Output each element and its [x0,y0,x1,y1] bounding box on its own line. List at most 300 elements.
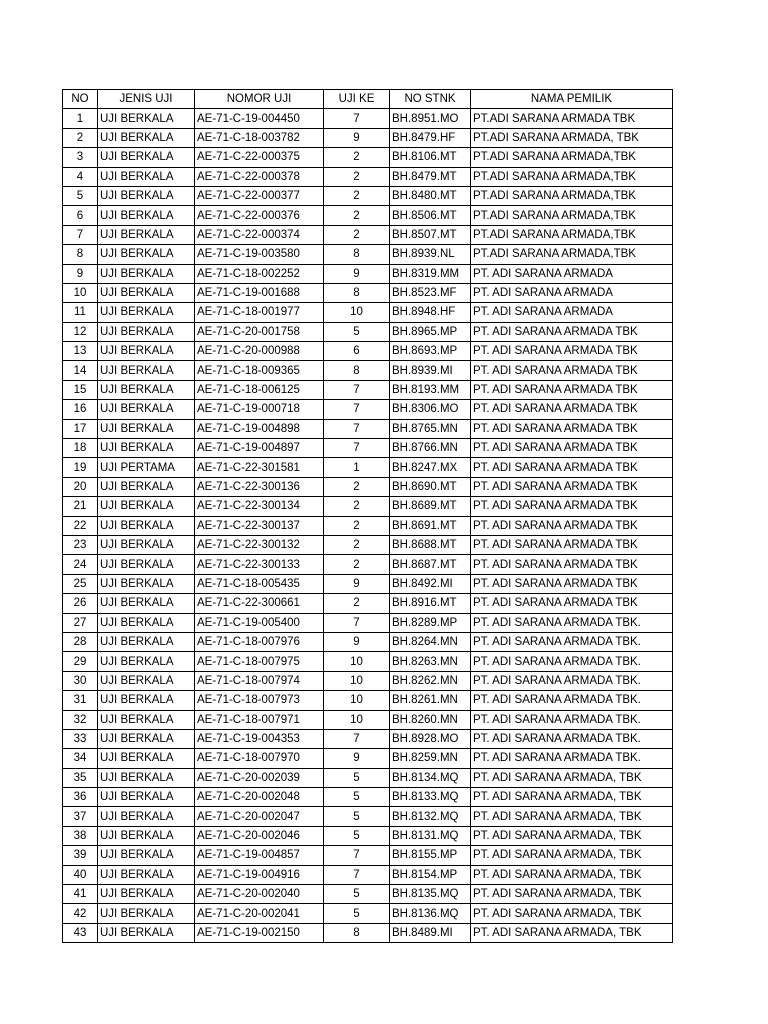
cell-no-stnk: BH.8262.MN [390,671,471,690]
cell-no-stnk: BH.8965.MP [390,322,471,341]
cell-nama-pemilik: PT. ADI SARANA ARMADA TBK [471,380,673,399]
table-row [63,807,673,826]
cell-jenis-uji: UJI BERKALA [98,652,195,671]
cell-no-stnk: BH.8765.MN [390,419,471,438]
cell-nomor-uji: AE-71-C-22-000377 [195,186,324,205]
cell-nama-pemilik: PT. ADI SARANA ARMADA TBK [471,477,673,496]
cell-no: 42 [63,904,98,923]
cell-no: 22 [63,516,98,535]
cell-no: 30 [63,671,98,690]
cell-nomor-uji: AE-71-C-18-009365 [195,361,324,380]
cell-uji-ke: 7 [324,439,390,458]
cell-jenis-uji: UJI BERKALA [98,477,195,496]
table-row [63,885,673,904]
cell-no: 19 [63,458,98,477]
table-row [63,109,673,128]
cell-jenis-uji: UJI BERKALA [98,729,195,748]
cell-nomor-uji: AE-71-C-20-002047 [195,807,324,826]
cell-jenis-uji: UJI BERKALA [98,109,195,128]
cell-nama-pemilik: PT.ADI SARANA ARMADA TBK [471,109,673,128]
cell-no-stnk: BH.8263.MN [390,652,471,671]
cell-no: 21 [63,497,98,516]
table-row [63,671,673,690]
cell-uji-ke: 7 [324,846,390,865]
cell-no: 14 [63,361,98,380]
cell-no-stnk: BH.8939.MI [390,361,471,380]
cell-no: 24 [63,555,98,574]
cell-nomor-uji: AE-71-C-20-002039 [195,768,324,787]
cell-no: 9 [63,264,98,283]
cell-no: 13 [63,342,98,361]
header-no: NO [63,90,98,109]
cell-nama-pemilik: PT. ADI SARANA ARMADA, TBK [471,807,673,826]
table-row [63,167,673,186]
cell-no: 29 [63,652,98,671]
cell-nama-pemilik: PT.ADI SARANA ARMADA, TBK [471,128,673,147]
cell-no-stnk: BH.8247.MX [390,458,471,477]
cell-nomor-uji: AE-71-C-19-004898 [195,419,324,438]
table-row [63,749,673,768]
cell-nomor-uji: AE-71-C-19-004897 [195,439,324,458]
cell-uji-ke: 10 [324,691,390,710]
cell-no-stnk: BH.8689.MT [390,497,471,516]
cell-no-stnk: BH.8261.MN [390,691,471,710]
cell-uji-ke: 2 [324,477,390,496]
cell-jenis-uji: UJI BERKALA [98,865,195,884]
cell-no-stnk: BH.8928.MO [390,729,471,748]
cell-nomor-uji: AE-71-C-20-002046 [195,826,324,845]
cell-no: 10 [63,283,98,302]
cell-uji-ke: 2 [324,555,390,574]
header-row [63,90,673,109]
cell-nomor-uji: AE-71-C-22-000376 [195,206,324,225]
cell-nomor-uji: AE-71-C-19-004450 [195,109,324,128]
cell-jenis-uji: UJI BERKALA [98,749,195,768]
cell-no-stnk: BH.8134.MQ [390,768,471,787]
cell-nama-pemilik: PT. ADI SARANA ARMADA TBK. [471,710,673,729]
cell-uji-ke: 5 [324,788,390,807]
cell-no-stnk: BH.8133.MQ [390,788,471,807]
cell-nomor-uji: AE-71-C-18-002252 [195,264,324,283]
vehicle-test-table [62,89,673,943]
cell-nama-pemilik: PT. ADI SARANA ARMADA, TBK [471,865,673,884]
cell-nama-pemilik: PT. ADI SARANA ARMADA [471,264,673,283]
cell-no-stnk: BH.8479.HF [390,128,471,147]
table-body [63,109,673,943]
cell-nomor-uji: AE-71-C-18-001977 [195,303,324,322]
cell-jenis-uji: UJI BERKALA [98,904,195,923]
table-row [63,632,673,651]
table-row [63,865,673,884]
cell-uji-ke: 10 [324,671,390,690]
cell-no: 25 [63,574,98,593]
cell-nomor-uji: AE-71-C-18-005435 [195,574,324,593]
cell-no: 12 [63,322,98,341]
cell-uji-ke: 8 [324,245,390,264]
cell-uji-ke: 9 [324,574,390,593]
cell-nama-pemilik: PT. ADI SARANA ARMADA TBK. [471,749,673,768]
cell-nama-pemilik: PT. ADI SARANA ARMADA, TBK [471,885,673,904]
table-row [63,710,673,729]
cell-jenis-uji: UJI BERKALA [98,923,195,942]
cell-uji-ke: 8 [324,361,390,380]
table-row [63,361,673,380]
cell-uji-ke: 2 [324,535,390,554]
cell-jenis-uji: UJI BERKALA [98,264,195,283]
cell-no: 38 [63,826,98,845]
cell-nomor-uji: AE-71-C-19-004353 [195,729,324,748]
cell-uji-ke: 7 [324,380,390,399]
cell-uji-ke: 5 [324,322,390,341]
cell-jenis-uji: UJI BERKALA [98,768,195,787]
cell-nomor-uji: AE-71-C-22-300133 [195,555,324,574]
table-row [63,555,673,574]
cell-jenis-uji: UJI BERKALA [98,807,195,826]
cell-no: 26 [63,594,98,613]
cell-nama-pemilik: PT. ADI SARANA ARMADA TBK [471,361,673,380]
cell-nomor-uji: AE-71-C-22-000375 [195,148,324,167]
header-uji-ke: UJI KE [324,90,390,109]
cell-uji-ke: 2 [324,225,390,244]
cell-nomor-uji: AE-71-C-19-000718 [195,400,324,419]
cell-jenis-uji: UJI BERKALA [98,497,195,516]
table-row [63,148,673,167]
table-row [63,400,673,419]
cell-no: 32 [63,710,98,729]
table-row [63,419,673,438]
cell-uji-ke: 10 [324,303,390,322]
cell-nama-pemilik: PT. ADI SARANA ARMADA, TBK [471,923,673,942]
cell-nomor-uji: AE-71-C-18-007976 [195,632,324,651]
cell-nama-pemilik: PT.ADI SARANA ARMADA,TBK [471,206,673,225]
cell-no-stnk: BH.8939.NL [390,245,471,264]
cell-uji-ke: 5 [324,768,390,787]
cell-nomor-uji: AE-71-C-20-002048 [195,788,324,807]
cell-nomor-uji: AE-71-C-19-001688 [195,283,324,302]
table-row [63,729,673,748]
cell-nomor-uji: AE-71-C-22-300661 [195,594,324,613]
table-row [63,380,673,399]
cell-uji-ke: 7 [324,400,390,419]
cell-no-stnk: BH.8260.MN [390,710,471,729]
cell-nama-pemilik: PT. ADI SARANA ARMADA [471,283,673,302]
table-row [63,225,673,244]
table-row [63,342,673,361]
cell-jenis-uji: UJI BERKALA [98,885,195,904]
cell-nomor-uji: AE-71-C-19-004916 [195,865,324,884]
cell-no: 8 [63,245,98,264]
cell-nomor-uji: AE-71-C-18-006125 [195,380,324,399]
cell-nama-pemilik: PT. ADI SARANA ARMADA [471,303,673,322]
cell-no-stnk: BH.8264.MN [390,632,471,651]
cell-no-stnk: BH.8523.MF [390,283,471,302]
cell-nama-pemilik: PT.ADI SARANA ARMADA,TBK [471,186,673,205]
table-row [63,516,673,535]
cell-nomor-uji: AE-71-C-22-000378 [195,167,324,186]
cell-jenis-uji: UJI BERKALA [98,400,195,419]
cell-nama-pemilik: PT. ADI SARANA ARMADA TBK [471,574,673,593]
cell-jenis-uji: UJI BERKALA [98,555,195,574]
cell-nomor-uji: AE-71-C-20-000988 [195,342,324,361]
cell-no: 6 [63,206,98,225]
cell-jenis-uji: UJI BERKALA [98,846,195,865]
cell-nomor-uji: AE-71-C-19-005400 [195,613,324,632]
cell-nomor-uji: AE-71-C-22-000374 [195,225,324,244]
cell-nama-pemilik: PT. ADI SARANA ARMADA TBK [471,555,673,574]
cell-no-stnk: BH.8691.MT [390,516,471,535]
cell-uji-ke: 2 [324,206,390,225]
cell-nama-pemilik: PT. ADI SARANA ARMADA TBK [471,342,673,361]
cell-nama-pemilik: PT.ADI SARANA ARMADA,TBK [471,225,673,244]
cell-uji-ke: 6 [324,342,390,361]
cell-nomor-uji: AE-71-C-20-001758 [195,322,324,341]
cell-no-stnk: BH.8479.MT [390,167,471,186]
cell-nama-pemilik: PT. ADI SARANA ARMADA TBK. [471,652,673,671]
cell-no-stnk: BH.8289.MP [390,613,471,632]
table-row [63,613,673,632]
cell-no: 20 [63,477,98,496]
table-row [63,245,673,264]
cell-nama-pemilik: PT. ADI SARANA ARMADA, TBK [471,788,673,807]
cell-no-stnk: BH.8688.MT [390,535,471,554]
cell-no: 4 [63,167,98,186]
table-row [63,904,673,923]
cell-no: 41 [63,885,98,904]
cell-jenis-uji: UJI BERKALA [98,225,195,244]
cell-no-stnk: BH.8693.MP [390,342,471,361]
cell-uji-ke: 9 [324,264,390,283]
table-row [63,594,673,613]
cell-nomor-uji: AE-71-C-22-300137 [195,516,324,535]
cell-jenis-uji: UJI BERKALA [98,535,195,554]
table-row [63,477,673,496]
cell-uji-ke: 9 [324,749,390,768]
cell-uji-ke: 2 [324,516,390,535]
cell-jenis-uji: UJI BERKALA [98,671,195,690]
table-row [63,691,673,710]
cell-jenis-uji: UJI BERKALA [98,826,195,845]
cell-uji-ke: 7 [324,109,390,128]
cell-uji-ke: 1 [324,458,390,477]
cell-nama-pemilik: PT. ADI SARANA ARMADA TBK. [471,671,673,690]
cell-nomor-uji: AE-71-C-19-004857 [195,846,324,865]
cell-nomor-uji: AE-71-C-22-300132 [195,535,324,554]
cell-no-stnk: BH.8489.MI [390,923,471,942]
cell-uji-ke: 10 [324,710,390,729]
cell-nama-pemilik: PT. ADI SARANA ARMADA TBK [471,594,673,613]
cell-nama-pemilik: PT. ADI SARANA ARMADA TBK [471,497,673,516]
cell-no-stnk: BH.8136.MQ [390,904,471,923]
table-row [63,788,673,807]
cell-no: 11 [63,303,98,322]
table-row [63,186,673,205]
cell-nomor-uji: AE-71-C-20-002041 [195,904,324,923]
cell-no-stnk: BH.8106.MT [390,148,471,167]
cell-no: 28 [63,632,98,651]
cell-no: 37 [63,807,98,826]
cell-no-stnk: BH.8687.MT [390,555,471,574]
cell-jenis-uji: UJI BERKALA [98,128,195,147]
header-jenis-uji: JENIS UJI [98,90,195,109]
cell-jenis-uji: UJI BERKALA [98,342,195,361]
cell-uji-ke: 10 [324,652,390,671]
cell-nomor-uji: AE-71-C-18-003782 [195,128,324,147]
cell-nama-pemilik: PT. ADI SARANA ARMADA TBK [471,322,673,341]
cell-nama-pemilik: PT. ADI SARANA ARMADA, TBK [471,826,673,845]
table-row [63,322,673,341]
cell-uji-ke: 5 [324,904,390,923]
table-row [63,846,673,865]
cell-no: 34 [63,749,98,768]
table-row [63,264,673,283]
table-row [63,826,673,845]
cell-uji-ke: 7 [324,419,390,438]
cell-no-stnk: BH.8951.MO [390,109,471,128]
table-row [63,206,673,225]
cell-no-stnk: BH.8480.MT [390,186,471,205]
cell-jenis-uji: UJI BERKALA [98,322,195,341]
cell-nomor-uji: AE-71-C-22-300134 [195,497,324,516]
cell-jenis-uji: UJI BERKALA [98,710,195,729]
cell-nama-pemilik: PT. ADI SARANA ARMADA TBK. [471,613,673,632]
cell-no: 40 [63,865,98,884]
cell-no-stnk: BH.8506.MT [390,206,471,225]
cell-jenis-uji: UJI BERKALA [98,613,195,632]
cell-nama-pemilik: PT.ADI SARANA ARMADA,TBK [471,167,673,186]
cell-no-stnk: BH.8916.MT [390,594,471,613]
cell-nama-pemilik: PT. ADI SARANA ARMADA TBK [471,516,673,535]
cell-no: 35 [63,768,98,787]
header-no-stnk: NO STNK [390,90,471,109]
cell-uji-ke: 2 [324,497,390,516]
cell-no-stnk: BH.8131.MQ [390,826,471,845]
cell-nama-pemilik: PT. ADI SARANA ARMADA TBK [471,400,673,419]
cell-no-stnk: BH.8507.MT [390,225,471,244]
cell-no: 43 [63,923,98,942]
cell-no: 39 [63,846,98,865]
cell-no: 23 [63,535,98,554]
cell-jenis-uji: UJI BERKALA [98,574,195,593]
cell-nama-pemilik: PT. ADI SARANA ARMADA TBK. [471,691,673,710]
cell-nomor-uji: AE-71-C-18-007975 [195,652,324,671]
cell-jenis-uji: UJI BERKALA [98,632,195,651]
cell-jenis-uji: UJI PERTAMA [98,458,195,477]
cell-no-stnk: BH.8132.MQ [390,807,471,826]
cell-jenis-uji: UJI BERKALA [98,303,195,322]
cell-jenis-uji: UJI BERKALA [98,419,195,438]
table-row [63,768,673,787]
cell-no-stnk: BH.8492.MI [390,574,471,593]
cell-no: 27 [63,613,98,632]
cell-nama-pemilik: PT. ADI SARANA ARMADA, TBK [471,768,673,787]
table-row [63,128,673,147]
table-row [63,574,673,593]
cell-jenis-uji: UJI BERKALA [98,516,195,535]
table-row [63,535,673,554]
cell-jenis-uji: UJI BERKALA [98,594,195,613]
cell-nomor-uji: AE-71-C-19-002150 [195,923,324,942]
cell-jenis-uji: UJI BERKALA [98,788,195,807]
cell-no-stnk: BH.8766.MN [390,439,471,458]
cell-uji-ke: 2 [324,594,390,613]
cell-uji-ke: 5 [324,807,390,826]
cell-no: 31 [63,691,98,710]
header-nama-pemilik: NAMA PEMILIK [471,90,673,109]
cell-nama-pemilik: PT. ADI SARANA ARMADA TBK [471,535,673,554]
cell-uji-ke: 7 [324,865,390,884]
cell-no-stnk: BH.8135.MQ [390,885,471,904]
cell-no: 5 [63,186,98,205]
cell-jenis-uji: UJI BERKALA [98,167,195,186]
cell-no-stnk: BH.8690.MT [390,477,471,496]
table-row [63,458,673,477]
cell-no: 17 [63,419,98,438]
cell-nama-pemilik: PT. ADI SARANA ARMADA, TBK [471,846,673,865]
cell-nama-pemilik: PT. ADI SARANA ARMADA TBK [471,439,673,458]
cell-no: 36 [63,788,98,807]
cell-no-stnk: BH.8948.HF [390,303,471,322]
cell-no: 3 [63,148,98,167]
table-row [63,283,673,302]
cell-no-stnk: BH.8155.MP [390,846,471,865]
cell-uji-ke: 7 [324,613,390,632]
cell-jenis-uji: UJI BERKALA [98,439,195,458]
cell-uji-ke: 5 [324,885,390,904]
cell-nomor-uji: AE-71-C-19-003580 [195,245,324,264]
cell-nomor-uji: AE-71-C-22-301581 [195,458,324,477]
cell-jenis-uji: UJI BERKALA [98,186,195,205]
cell-nama-pemilik: PT.ADI SARANA ARMADA,TBK [471,148,673,167]
cell-uji-ke: 7 [324,729,390,748]
cell-uji-ke: 9 [324,632,390,651]
cell-no: 2 [63,128,98,147]
table-row [63,652,673,671]
table-row [63,439,673,458]
cell-uji-ke: 8 [324,923,390,942]
cell-no: 16 [63,400,98,419]
table-row [63,497,673,516]
table-row [63,923,673,942]
cell-no: 18 [63,439,98,458]
cell-no-stnk: BH.8319.MM [390,264,471,283]
cell-jenis-uji: UJI BERKALA [98,691,195,710]
cell-jenis-uji: UJI BERKALA [98,361,195,380]
cell-nama-pemilik: PT. ADI SARANA ARMADA TBK [471,419,673,438]
cell-jenis-uji: UJI BERKALA [98,148,195,167]
cell-no-stnk: BH.8193.MM [390,380,471,399]
cell-uji-ke: 8 [324,283,390,302]
cell-jenis-uji: UJI BERKALA [98,380,195,399]
cell-nama-pemilik: PT.ADI SARANA ARMADA,TBK [471,245,673,264]
cell-nomor-uji: AE-71-C-18-007973 [195,691,324,710]
cell-uji-ke: 2 [324,186,390,205]
cell-no: 7 [63,225,98,244]
cell-nama-pemilik: PT. ADI SARANA ARMADA TBK [471,458,673,477]
cell-nomor-uji: AE-71-C-22-300136 [195,477,324,496]
cell-nama-pemilik: PT. ADI SARANA ARMADA, TBK [471,904,673,923]
cell-nama-pemilik: PT. ADI SARANA ARMADA TBK. [471,632,673,651]
cell-nomor-uji: AE-71-C-20-002040 [195,885,324,904]
header-nomor-uji: NOMOR UJI [195,90,324,109]
cell-nomor-uji: AE-71-C-18-007974 [195,671,324,690]
cell-no-stnk: BH.8306.MO [390,400,471,419]
cell-no-stnk: BH.8154.MP [390,865,471,884]
cell-nomor-uji: AE-71-C-18-007971 [195,710,324,729]
cell-nomor-uji: AE-71-C-18-007970 [195,749,324,768]
cell-no-stnk: BH.8259.MN [390,749,471,768]
cell-no: 33 [63,729,98,748]
cell-uji-ke: 5 [324,826,390,845]
